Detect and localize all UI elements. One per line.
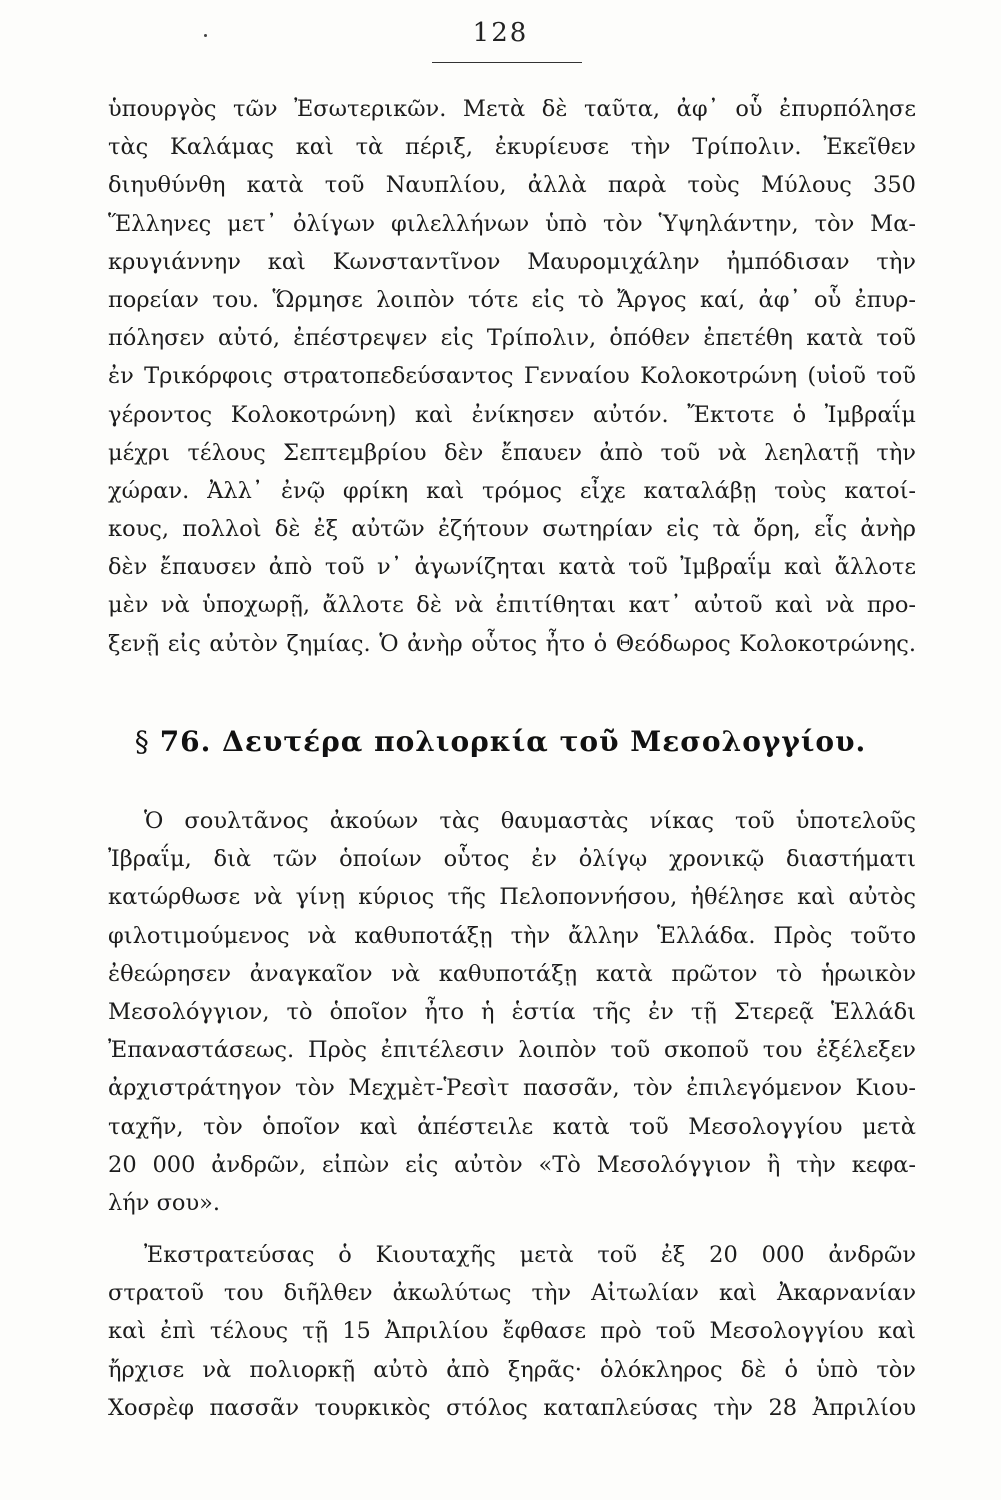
page-number: 128 — [472, 18, 529, 48]
text-line: ἐν Τρικόρφοις στρατοπεδεύσαντος Γενναίου Κολοκοτρώνη (υἱοῦ τοῦ — [108, 363, 916, 390]
text-line: 20 000 ἀνδρῶν, εἰπὼν εἰς αὐτὸν «Τὸ Μεσολόγγιον ἢ τὴν κεφα- — [108, 1151, 916, 1178]
section-heading — [0, 725, 1001, 758]
continuation-paragraph — [108, 90, 916, 663]
header-rule — [432, 62, 582, 63]
text-line: φιλοτιμούμενος νὰ καθυποτάξῃ τὴν ἄλλην Ἑλλάδα. Πρὸς τοῦτο — [108, 922, 916, 949]
text-line: ξενῇ εἰς αὐτὸν ζημίας. Ὁ ἀνὴρ οὗτος ἦτο ὁ Θεόδωρος Κολοκοτρώνης. — [108, 630, 916, 657]
section-symbol: § — [134, 725, 150, 758]
text-line: μὲν νὰ ὑποχωρῇ, ἄλλοτε δὲ νὰ ἐπιτίθηται κατ᾽ αὐτοῦ καὶ νὰ προ- — [108, 592, 916, 619]
paragraph-1 — [108, 802, 916, 1222]
text-line: στρατοῦ του διῆλθεν ἀκωλύτως τὴν Αἰτωλίαν καὶ Ἀκαρνανίαν — [108, 1280, 916, 1307]
text-line: Ἐπαναστάσεως. Πρὸς ἐπιτέλεσιν λοιπὸν τοῦ σκοποῦ του ἐξέλεξεν — [108, 1037, 916, 1064]
text-line: γέροντος Κολοκοτρώνη) καὶ ἐνίκησεν αὐτόν. Ἔκτοτε ὁ Ἰμβραΐμ — [108, 401, 916, 428]
text-line: ἀρχιστράτηγον τὸν Μεχμὲτ-Ῥεσὶτ πασσᾶν, τὸν ἐπιλεγόμενον Κιου- — [108, 1075, 916, 1102]
text-line: Χοσρὲφ πασσᾶν τουρκικὸς στόλος καταπλεύσας τὴν 28 Ἀπριλίου — [108, 1394, 916, 1421]
text-line: ἤρχισε νὰ πολιορκῇ αὐτὸ ἀπὸ ξηρᾶς· ὁλόκληρος δὲ ὁ ὑπὸ τὸν — [108, 1356, 916, 1383]
text-line: δὲν ἔπαυσεν ἀπὸ τοῦ ν᾽ ἀγωνίζηται κατὰ τοῦ Ἰμβραΐμ καὶ ἄλλοτε — [108, 554, 916, 581]
text-line: χώραν. Ἀλλ᾽ ἐνῷ φρίκη καὶ τρόμος εἶχε καταλάβῃ τοὺς κατοί- — [108, 477, 916, 504]
text-line: καὶ ἐπὶ τέλους τῇ 15 Ἀπριλίου ἔφθασε πρὸ τοῦ Μεσολογγίου καὶ — [108, 1318, 916, 1345]
text-line: κους, πολλοὶ δὲ ἐξ αὐτῶν ἐζήτουν σωτηρίαν εἰς τὰ ὄρη, εἷς ἀνὴρ — [108, 516, 916, 543]
section-title: 76. Δευτέρα πολιορκία τοῦ Μεσολογγίου. — [159, 725, 867, 758]
text-line: τὰς Καλάμας καὶ τὰ πέριξ, ἐκυρίευσε τὴν Τρίπολιν. Ἐκεῖθεν — [108, 134, 916, 161]
text-line: Ὁ σουλτᾶνος ἀκούων τὰς θαυμαστὰς νίκας τοῦ ὑποτελοῦς — [144, 808, 916, 834]
text-line: πόλησεν αὐτό, ἐπέστρεψεν εἰς Τρίπολιν, ὁπόθεν ἐπετέθη κατὰ τοῦ — [108, 325, 916, 352]
text-line: Μεσολόγγιον, τὸ ὁποῖον ἦτο ἡ ἑστία τῆς ἐν τῇ Στερεᾷ Ἑλλάδι — [108, 998, 916, 1025]
text-line: Ἐκστρατεύσας ὁ Κιουταχῆς μετὰ τοῦ ἐξ 20 000 ἀνδρῶν — [144, 1242, 916, 1268]
text-line: λήν σου». — [108, 1189, 221, 1216]
text-line: πορείαν του. Ὥρμησε λοιπὸν τότε εἰς τὸ Ἄργος καί, ἀφ᾽ οὗ ἐπυρ- — [108, 286, 916, 313]
text-line: Ἰβραΐμ, διὰ τῶν ὁποίων οὗτος ἐν ὀλίγῳ χρονικῷ διαστήματι — [108, 846, 916, 873]
text-line: Ἕλληνες μετ᾽ ὀλίγων φιλελλήνων ὑπὸ τὸν Ὑψηλάντην, τὸν Μα- — [108, 210, 916, 237]
text-line: ὑπουργὸς τῶν Ἐσωτερικῶν. Μετὰ δὲ ταῦτα, ἀφ᾽ οὗ ἐπυρπόλησε — [108, 96, 916, 122]
text-line: ταχῆν, τὸν ὁποῖον καὶ ἀπέστειλε κατὰ τοῦ Μεσολογγίου μετὰ — [108, 1113, 916, 1140]
text-line: κατώρθωσε νὰ γίνῃ κύριος τῆς Πελοποννήσου, ἠθέλησε καὶ αὐτὸς — [108, 884, 916, 911]
text-line: κρυγιάννην καὶ Κωνσταντῖνον Μαυρομιχάλην ἠμπόδισαν τὴν — [108, 248, 916, 275]
paragraph-2 — [108, 1236, 916, 1427]
text-line: ἐθεώρησεν ἀναγκαῖον νὰ καθυποτάξῃ κατὰ πρῶτον τὸ ἡρωικὸν — [108, 960, 916, 987]
text-line: μέχρι τέλους Σεπτεμβρίου δὲν ἔπαυεν ἀπὸ τοῦ νὰ λεηλατῇ τὴν — [108, 439, 916, 466]
text-line: διηυθύνθη κατὰ τοῦ Ναυπλίου, ἀλλὰ παρὰ τοὺς Μύλους 350 — [108, 172, 916, 199]
